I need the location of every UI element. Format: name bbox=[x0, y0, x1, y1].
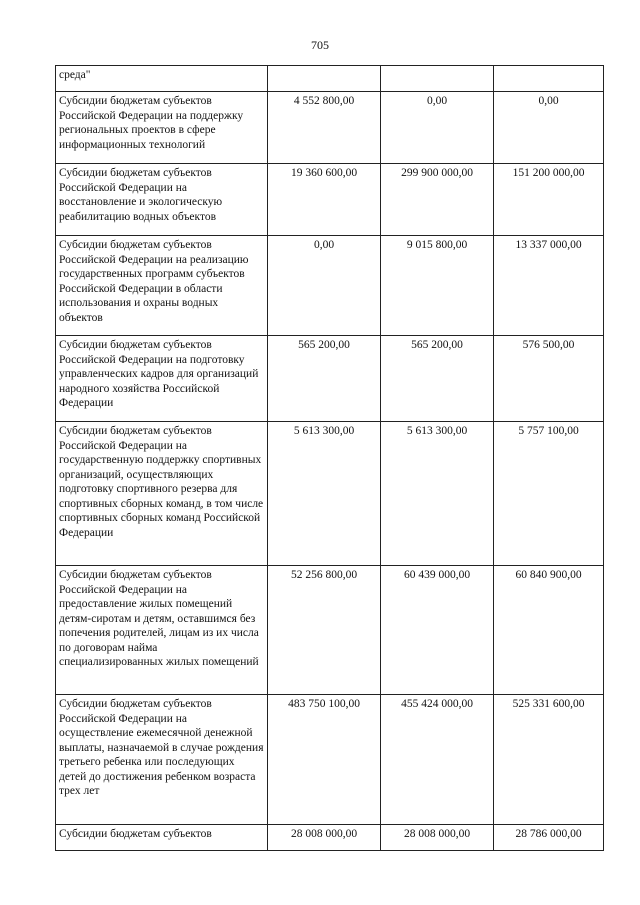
table-row bbox=[56, 336, 604, 422]
value-year-2: 5 613 300,00 bbox=[381, 422, 494, 566]
page-number: 705 bbox=[311, 38, 329, 52]
value-year-2: 565 200,00 bbox=[381, 336, 494, 422]
table-row bbox=[56, 825, 604, 851]
row-description: Субсидии бюджетам субъектов Российской Федерации на реализацию государственных программ субъектов Российской Федерации в области использования и охраны водных объектов bbox=[56, 236, 268, 336]
value-year-3: 0,00 bbox=[494, 92, 604, 164]
value-year-3: 525 331 600,00 bbox=[494, 695, 604, 825]
value-year-1: 0,00 bbox=[268, 236, 381, 336]
row-description: Субсидии бюджетам субъектов bbox=[56, 825, 268, 851]
value-year-2: 0,00 bbox=[381, 92, 494, 164]
value-year-1: 52 256 800,00 bbox=[268, 566, 381, 695]
value-year-2: 60 439 000,00 bbox=[381, 566, 494, 695]
table-row bbox=[56, 92, 604, 164]
value-year-1 bbox=[268, 66, 381, 92]
table-row bbox=[56, 566, 604, 695]
table-row bbox=[56, 164, 604, 236]
table-row bbox=[56, 422, 604, 566]
value-year-1: 28 008 000,00 bbox=[268, 825, 381, 851]
table-row bbox=[56, 66, 604, 92]
budget-table bbox=[55, 65, 604, 851]
row-description: среда" bbox=[56, 66, 268, 92]
value-year-1: 4 552 800,00 bbox=[268, 92, 381, 164]
value-year-1: 19 360 600,00 bbox=[268, 164, 381, 236]
row-description: Субсидии бюджетам субъектов Российской Федерации на осуществление ежемесячной денежной выплаты, назначаемой в случае рождения третьего ребенка или последующих детей до достижения ребенком возраста трех лет bbox=[56, 695, 268, 825]
row-description: Субсидии бюджетам субъектов Российской Федерации на восстановление и экологическую реабилитацию водных объектов bbox=[56, 164, 268, 236]
value-year-3: 5 757 100,00 bbox=[494, 422, 604, 566]
row-description: Субсидии бюджетам субъектов Российской Федерации на предоставление жилых помещений детям-сиротам и детям, оставшимся без попечения родителей, лицам из их числа по договорам найма специализированных жилых помещений bbox=[56, 566, 268, 695]
value-year-3: 13 337 000,00 bbox=[494, 236, 604, 336]
value-year-2: 28 008 000,00 bbox=[381, 825, 494, 851]
value-year-3 bbox=[494, 66, 604, 92]
value-year-2: 299 900 000,00 bbox=[381, 164, 494, 236]
table-row bbox=[56, 236, 604, 336]
value-year-2: 9 015 800,00 bbox=[381, 236, 494, 336]
value-year-1: 565 200,00 bbox=[268, 336, 381, 422]
value-year-3: 60 840 900,00 bbox=[494, 566, 604, 695]
table-row bbox=[56, 695, 604, 825]
value-year-3: 28 786 000,00 bbox=[494, 825, 604, 851]
value-year-1: 5 613 300,00 bbox=[268, 422, 381, 566]
value-year-3: 576 500,00 bbox=[494, 336, 604, 422]
row-description: Субсидии бюджетам субъектов Российской Федерации на поддержку региональных проектов в сфере информационных технологий bbox=[56, 92, 268, 164]
value-year-1: 483 750 100,00 bbox=[268, 695, 381, 825]
value-year-3: 151 200 000,00 bbox=[494, 164, 604, 236]
value-year-2 bbox=[381, 66, 494, 92]
row-description: Субсидии бюджетам субъектов Российской Федерации на подготовку управленческих кадров для организаций народного хозяйства Российской Федерации bbox=[56, 336, 268, 422]
row-description: Субсидии бюджетам субъектов Российской Федерации на государственную поддержку спортивных организаций, осуществляющих подготовку спортивного резерва для спортивных сборных команд, в том числе спортивных сборных команд Российской Федерации bbox=[56, 422, 268, 566]
value-year-2: 455 424 000,00 bbox=[381, 695, 494, 825]
